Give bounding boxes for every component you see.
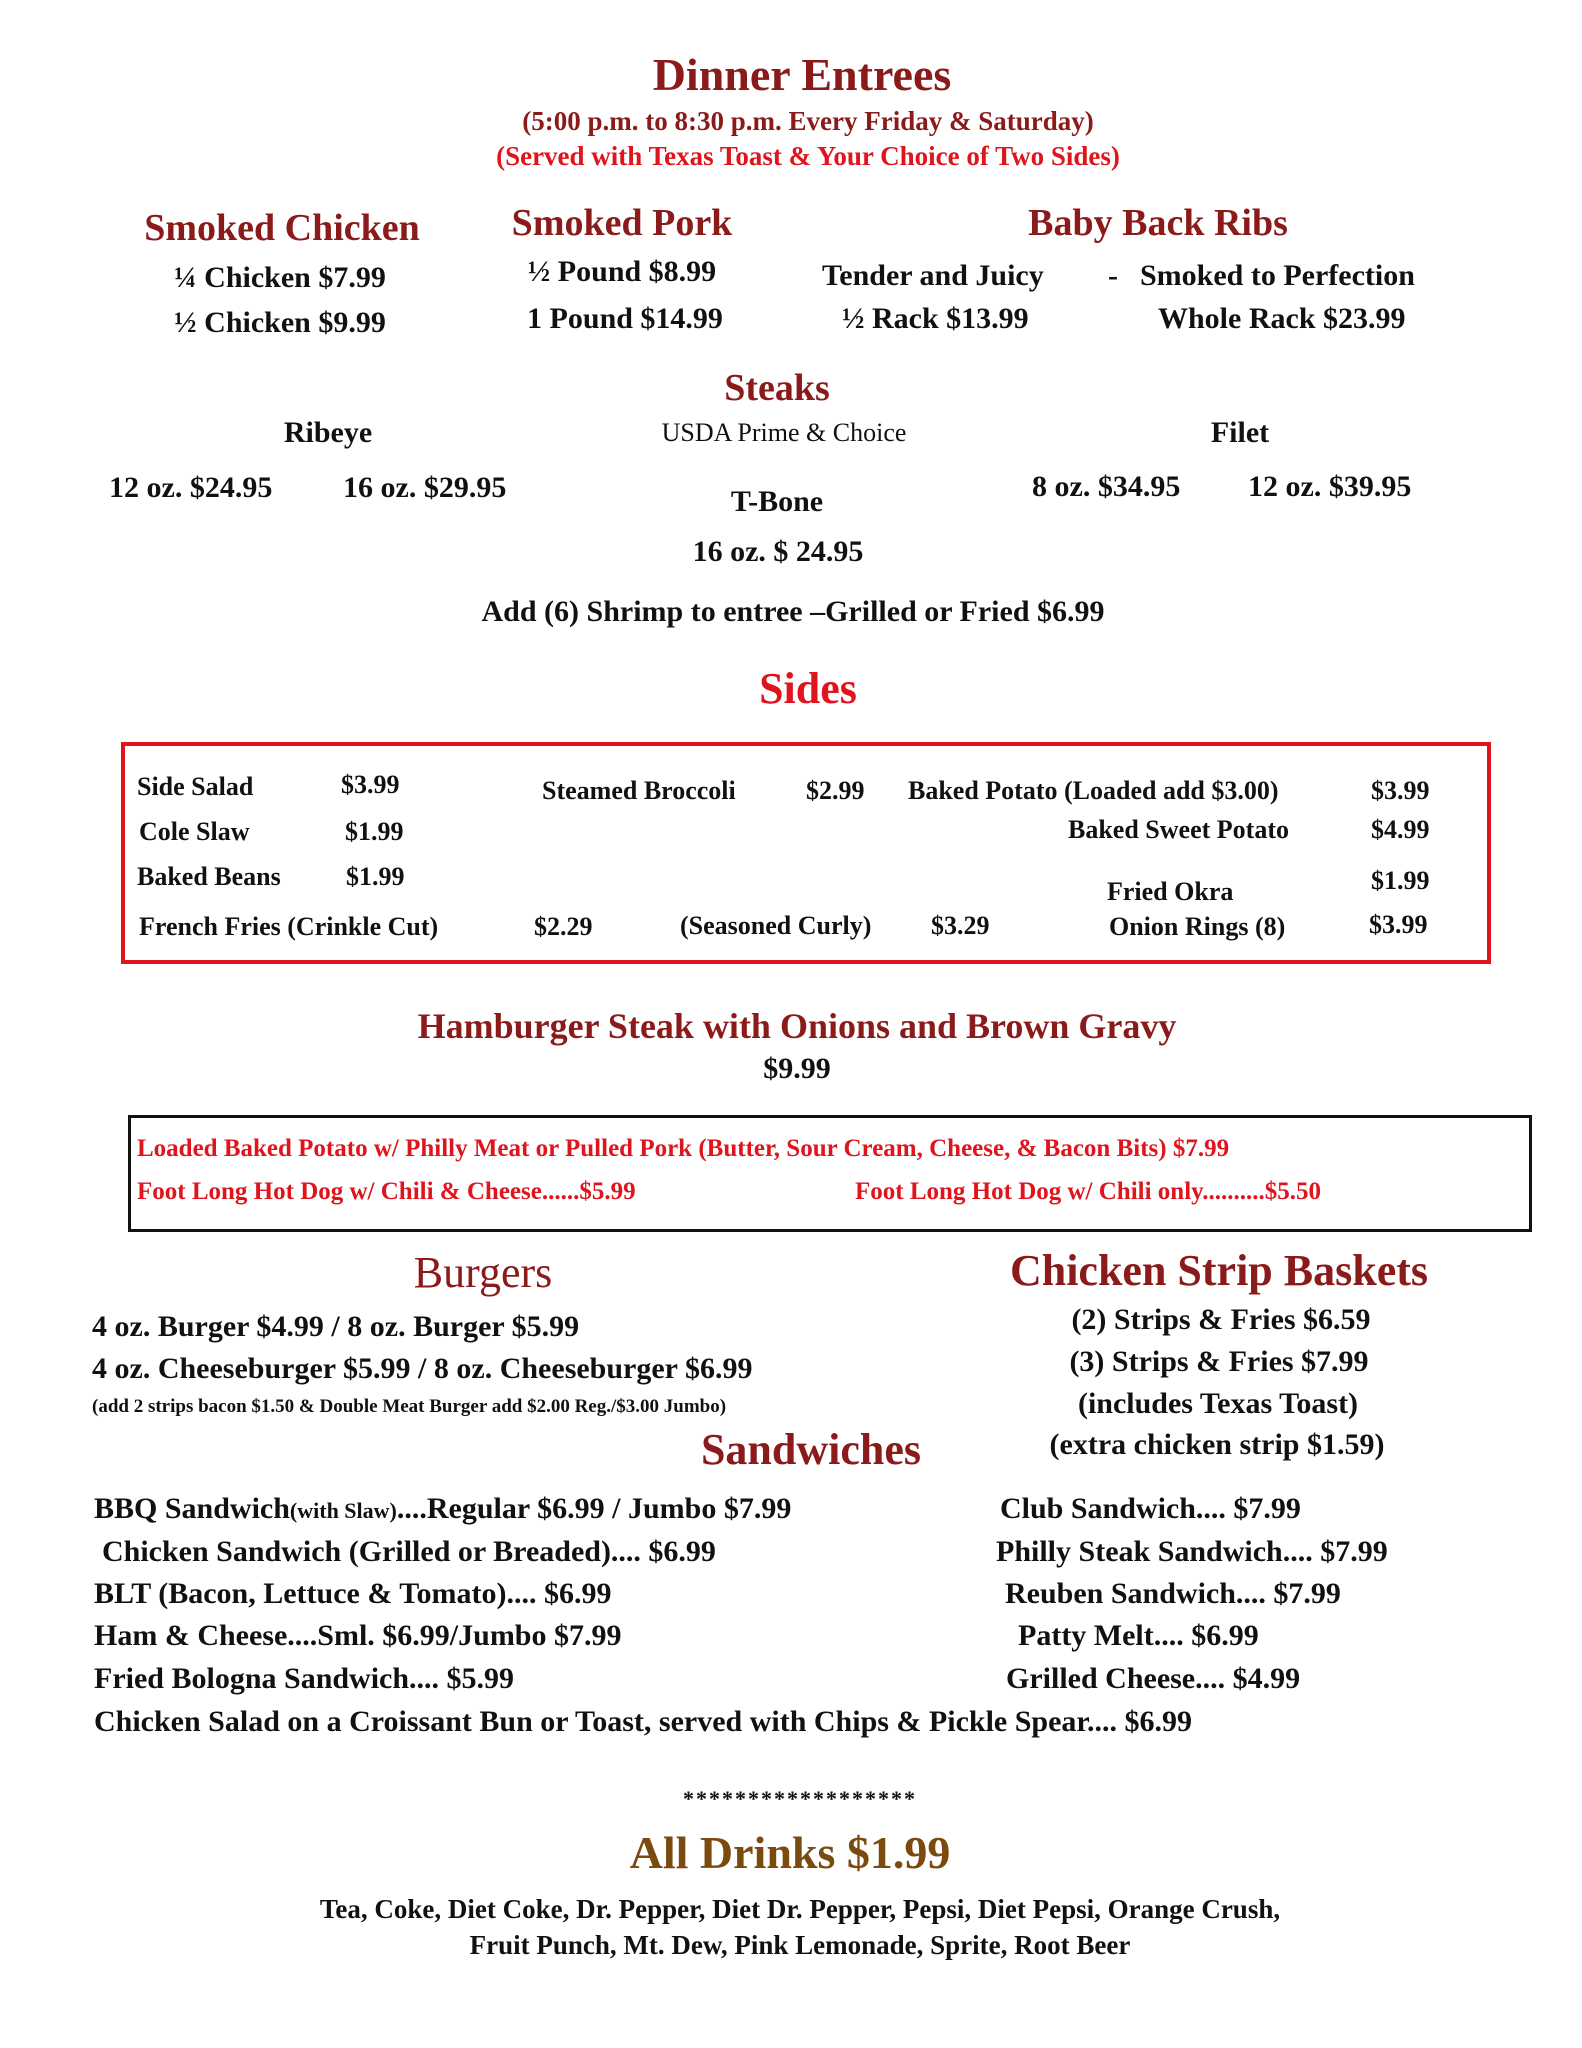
- ribs-half-rack: ½ Rack $13.99: [842, 302, 1029, 335]
- ham-cheese-sandwich: Ham & Cheese....Sml. $6.99/Jumbo $7.99: [94, 1619, 622, 1652]
- fried-okra-price: $1.99: [1371, 866, 1430, 895]
- bbq-sandwich-label: BBQ Sandwich: [94, 1492, 290, 1525]
- blt-sandwich: BLT (Bacon, Lettuce & Tomato).... $6.99: [94, 1577, 612, 1610]
- tbone-name: T-Bone: [730, 485, 824, 518]
- cole-slaw-price: $1.99: [345, 817, 404, 846]
- baked-potato-name: Baked Potato (Loaded add $3.00): [908, 776, 1279, 805]
- stars-divider: ******************: [683, 1786, 917, 1811]
- hamburger-steak-price: $9.99: [763, 1052, 831, 1085]
- ribeye-name: Ribeye: [283, 416, 373, 449]
- chicken-half: ½ Chicken $9.99: [174, 306, 386, 339]
- tbone-16oz: 16 oz. $ 24.95: [692, 535, 864, 568]
- ribeye-12oz: 12 oz. $24.95: [109, 471, 273, 504]
- steaks-heading: Steaks: [724, 367, 830, 409]
- hours-note: (5:00 p.m. to 8:30 p.m. Every Friday & Saturday): [522, 106, 1094, 136]
- club-sandwich: Club Sandwich.... $7.99: [1000, 1492, 1301, 1525]
- burger-line-2: 4 oz. Cheeseburger $5.99 / 8 oz. Cheeseburger $6.99: [92, 1352, 753, 1385]
- chicken-sandwich: Chicken Sandwich (Grilled or Breaded).... $6.99: [102, 1535, 716, 1568]
- burger-note: (add 2 strips bacon $1.50 & Double Meat Burger add $2.00 Reg./$3.00 Jumbo): [92, 1396, 727, 1417]
- grilled-cheese: Grilled Cheese.... $4.99: [1006, 1662, 1301, 1695]
- ribeye-16oz: 16 oz. $29.95: [343, 471, 507, 504]
- cole-slaw-name: Cole Slaw: [139, 817, 250, 846]
- sweet-potato-price: $4.99: [1371, 815, 1430, 844]
- burger-line-1: 4 oz. Burger $4.99 / 8 oz. Burger $5.99: [92, 1310, 580, 1343]
- basket-extra-strip: (extra chicken strip $1.59): [1049, 1428, 1385, 1461]
- filet-name: Filet: [1210, 416, 1270, 449]
- hotdog-chili-cheese: Foot Long Hot Dog w/ Chili & Cheese......$5.99: [137, 1178, 636, 1205]
- baked-potato-price: $3.99: [1371, 776, 1430, 805]
- baked-beans-price: $1.99: [346, 862, 405, 891]
- fried-bologna-sandwich: Fried Bologna Sandwich.... $5.99: [94, 1662, 515, 1695]
- onion-rings-price: $3.99: [1369, 910, 1428, 939]
- fried-okra-name: Fried Okra: [1107, 877, 1234, 906]
- specials-box: [128, 1115, 1532, 1232]
- served-note: (Served with Texas Toast & Your Choice of Two Sides): [496, 141, 1120, 171]
- reuben-sandwich: Reuben Sandwich.... $7.99: [1005, 1577, 1341, 1610]
- chicken-salad-croissant: Chicken Salad on a Croissant Bun or Toast, served with Chips & Pickle Spear.... $6.99: [94, 1705, 1192, 1738]
- basket-texas-toast: (includes Texas Toast): [1077, 1387, 1359, 1420]
- filet-12oz: 12 oz. $39.95: [1248, 470, 1412, 503]
- steaks-grade: USDA Prime & Choice: [661, 418, 907, 447]
- basket-three-strips: (3) Strips & Fries $7.99: [1069, 1345, 1369, 1378]
- sandwiches-heading: Sandwiches: [700, 1425, 922, 1474]
- smoked-pork-heading: Smoked Pork: [511, 202, 733, 244]
- curly-fries-name: (Seasoned Curly): [680, 911, 872, 940]
- broccoli-name: Steamed Broccoli: [542, 776, 736, 805]
- drinks-heading: All Drinks $1.99: [629, 1827, 951, 1878]
- side-salad-name: Side Salad: [137, 772, 254, 801]
- onion-rings-name: Onion Rings (8): [1109, 912, 1286, 941]
- page-title: Dinner Entrees: [652, 49, 952, 100]
- baked-beans-name: Baked Beans: [137, 862, 281, 891]
- broccoli-price: $2.99: [806, 776, 865, 805]
- side-salad-price: $3.99: [341, 770, 400, 799]
- pork-one-pound: 1 Pound $14.99: [527, 302, 723, 335]
- shrimp-addon: Add (6) Shrimp to entree –Grilled or Fried $6.99: [481, 595, 1105, 628]
- drinks-list-line-1: Tea, Coke, Diet Coke, Dr. Pepper, Diet Dr. Pepper, Pepsi, Diet Pepsi, Orange Crush,: [319, 1894, 1281, 1924]
- pork-half-pound: ½ Pound $8.99: [527, 255, 717, 288]
- bbq-sandwich: [94, 1492, 791, 1526]
- burgers-heading: Burgers: [413, 1248, 553, 1297]
- chicken-quarter: ¼ Chicken $7.99: [174, 261, 386, 294]
- ribs-whole-rack: Whole Rack $23.99: [1158, 302, 1406, 335]
- filet-8oz: 8 oz. $34.95: [1032, 470, 1181, 503]
- curly-fries-price: $3.29: [931, 911, 990, 940]
- sweet-potato-name: Baked Sweet Potato: [1068, 815, 1289, 844]
- patty-melt: Patty Melt.... $6.99: [1018, 1619, 1259, 1652]
- ribs-heading: Baby Back Ribs: [1028, 202, 1288, 244]
- ribs-desc-dash: -: [1108, 259, 1118, 292]
- loaded-potato-special: Loaded Baked Potato w/ Philly Meat or Pulled Pork (Butter, Sour Cream, Cheese, & Bacon Bits) $7.99: [137, 1135, 1230, 1162]
- ribs-desc-left: Tender and Juicy: [822, 259, 1044, 292]
- ribs-desc-right: Smoked to Perfection: [1140, 259, 1415, 292]
- bbq-slaw-note: (with Slaw): [289, 1498, 397, 1523]
- hamburger-steak-heading: Hamburger Steak with Onions and Brown Gravy: [417, 1006, 1177, 1046]
- french-fries-name: French Fries (Crinkle Cut): [139, 912, 439, 941]
- french-fries-price: $2.29: [534, 912, 593, 941]
- drinks-list-line-2: Fruit Punch, Mt. Dew, Pink Lemonade, Sprite, Root Beer: [469, 1930, 1131, 1960]
- hotdog-chili-only: Foot Long Hot Dog w/ Chili only..........$5.50: [855, 1178, 1322, 1205]
- sides-heading: Sides: [759, 664, 857, 713]
- basket-two-strips: (2) Strips & Fries $6.59: [1071, 1303, 1371, 1336]
- chicken-baskets-heading: Chicken Strip Baskets: [1009, 1246, 1429, 1295]
- bbq-sandwich-prices: ....Regular $6.99 / Jumbo $7.99: [396, 1492, 792, 1525]
- philly-steak-sandwich: Philly Steak Sandwich.... $7.99: [996, 1535, 1388, 1568]
- smoked-chicken-heading: Smoked Chicken: [144, 207, 420, 249]
